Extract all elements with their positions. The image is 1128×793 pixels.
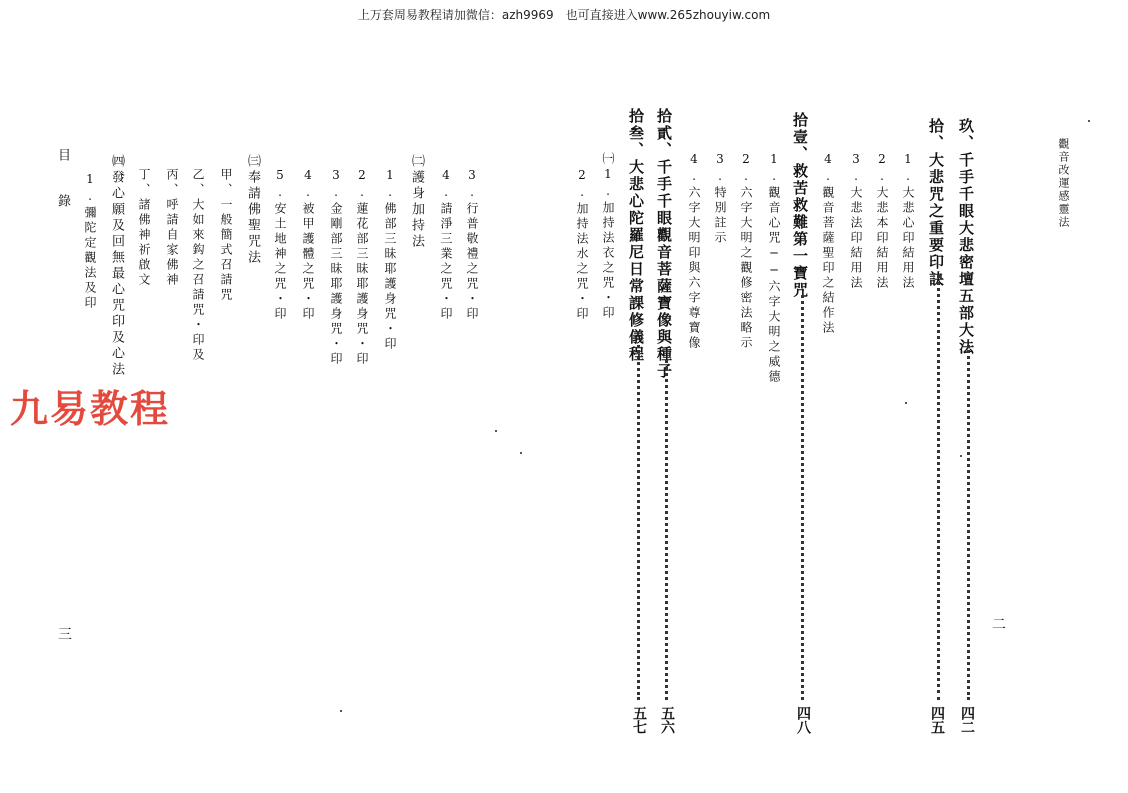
toc-subheading-s4[interactable]: ㈣發心願及回無最心咒印及心法: [109, 154, 124, 378]
folio-right: 二: [992, 617, 1006, 633]
toc-heading-s13[interactable]: 拾叁、大悲心陀羅尼日常課修儀程: [627, 108, 645, 363]
toc-heading-s9[interactable]: 玖、千手千眼大悲密壇五部大法: [957, 118, 975, 356]
toc-item[interactable]: 1.大悲心印結用法: [901, 152, 915, 291]
toc-item[interactable]: 1.佛部三昧耶護身咒・印: [383, 168, 397, 352]
toc-item[interactable]: ㈠1.加持法衣之咒・印: [601, 152, 615, 321]
toc-item[interactable]: 甲、一般簡式召請咒: [219, 168, 233, 303]
scan-speck: [520, 452, 522, 454]
page-ref-s13: 五七: [631, 706, 647, 734]
page-ref-s9: 四二: [959, 706, 975, 734]
toc-item[interactable]: 3.行普敬禮之咒・印: [465, 168, 479, 322]
toc-item[interactable]: 丁、諸佛神祈啟文: [137, 168, 151, 288]
toc-item[interactable]: 4.請淨三業之咒・印: [439, 168, 453, 322]
leader-dots: [665, 360, 668, 700]
toc-item[interactable]: 2.大悲本印結用法: [875, 152, 889, 291]
toc-item[interactable]: 5.安土地神之咒・印: [273, 168, 287, 322]
scan-speck: [960, 455, 962, 457]
scan-speck: [340, 710, 342, 712]
toc-item[interactable]: 3.大悲法印結用法: [849, 152, 863, 291]
page-ref-s11: 四八: [795, 706, 811, 734]
page-ref-s10: 四五: [929, 706, 945, 734]
scan-speck: [1088, 120, 1090, 122]
page-ref-s12: 五六: [659, 706, 675, 734]
toc-heading-s10[interactable]: 拾、大悲咒之重要印訣: [927, 118, 945, 288]
toc-item[interactable]: 4.六字大明印與六字尊寶像: [687, 152, 701, 351]
toc-heading-s11[interactable]: 拾壹、救苦救難第一寶咒: [791, 112, 809, 299]
leader-dots: [637, 345, 640, 700]
leader-dots: [801, 295, 804, 700]
toc-subheading-s2[interactable]: ㈡護身加持法: [409, 154, 424, 250]
toc-item[interactable]: 3.金剛部三昧耶護身咒・印: [329, 168, 343, 367]
running-head: 觀音改運感靈法: [1057, 138, 1070, 229]
logo-watermark: 九易教程: [10, 387, 171, 431]
toc-item[interactable]: 1.彌陀定觀法及印: [83, 172, 97, 311]
scan-speck: [495, 430, 497, 432]
toc-item[interactable]: 2.六字大明之觀修密法略示: [739, 152, 753, 351]
toc-item[interactable]: 2.加持法水之咒・印: [575, 168, 589, 322]
toc-item[interactable]: 2.蓮花部三昧耶護身咒・印: [355, 168, 369, 367]
scan-speck: [905, 402, 907, 404]
toc-item[interactable]: 1.觀音心咒──六字大明之威德: [767, 152, 781, 385]
leader-dots: [967, 345, 970, 700]
toc-item[interactable]: 4.觀音菩薩聖印之結作法: [821, 152, 835, 336]
toc-item[interactable]: 乙、大如來鈎之召請咒・印及: [191, 168, 205, 363]
toc-subheading-s3[interactable]: ㈢奉請佛聖咒法: [245, 154, 260, 266]
toc-item[interactable]: 4.被甲護體之咒・印: [301, 168, 315, 322]
watermark-banner: 上万套周易教程请加微信：azh9969 也可直接进入www.265zhouyiw.com: [357, 8, 771, 22]
toc-item[interactable]: 3.特別註示: [713, 152, 727, 246]
toc-item[interactable]: 丙、呼請自家佛神: [165, 168, 179, 288]
folio-left: 三: [58, 627, 72, 643]
left-page-label: 目 錄: [55, 148, 70, 217]
toc-heading-s12[interactable]: 拾貳、千手千眼觀音菩薩寶像與種子: [655, 108, 673, 380]
leader-dots: [937, 275, 940, 700]
